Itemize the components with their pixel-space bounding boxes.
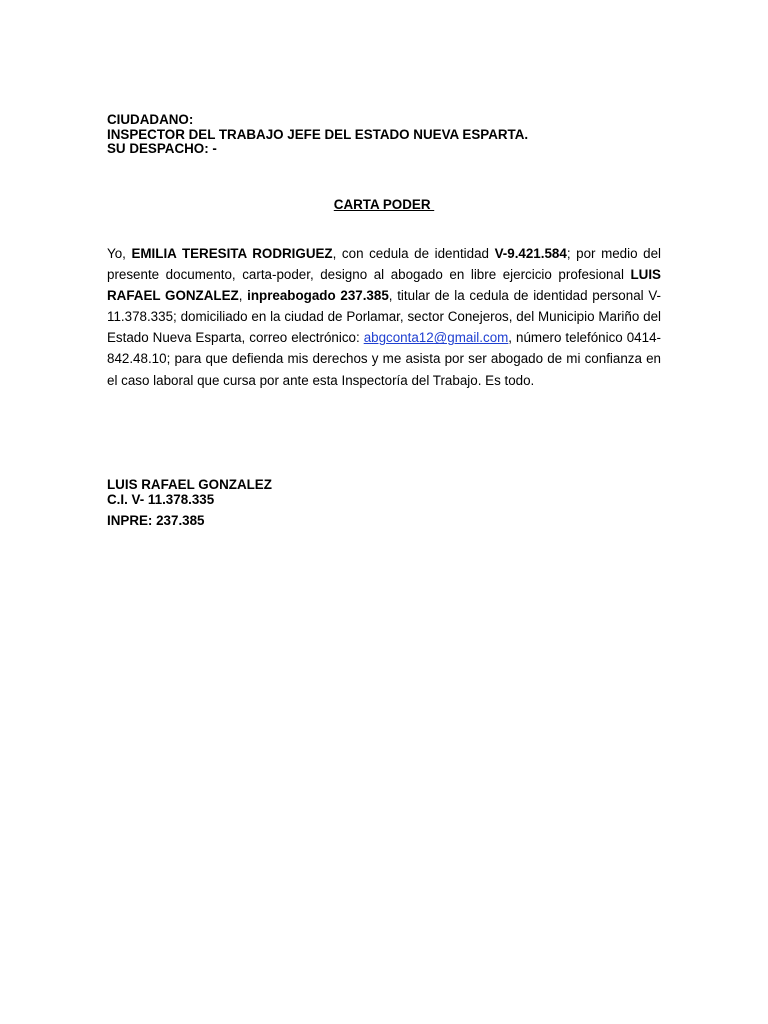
attorney-inpre-number: inpreabogado 237.385	[247, 288, 389, 304]
signature-block	[107, 477, 272, 528]
body-text-segment: , número telefónico 0414-842.48.10; para que defienda mis derechos y me asista por ser abogado de mi confianza en el caso laboral que cursa por ante esta Inspectoría del Trabajo. Es todo.	[107, 330, 661, 388]
signature-name: LUIS RAFAEL GONZALEZ	[107, 477, 272, 492]
body-text-segment: , titular de la cedula de identidad personal V-11.378.335; domiciliado en la ciudad de Porlamar, sector Conejeros, del Municipio Mariño del Estado Nueva Esparta, correo electrónico:	[107, 288, 661, 346]
body-text-segment: , con cedula de identidad	[332, 246, 495, 261]
addressee-line-inspector: INSPECTOR DEL TRABAJO JEFE DEL ESTADO NUEVA ESPARTA.	[107, 126, 529, 142]
grantor-id-number: V-9.421.584	[494, 246, 567, 261]
signature-ci: C.I. V- 11.378.335	[107, 492, 215, 507]
body-paragraph	[107, 243, 661, 391]
body-text-segment: Yo,	[107, 246, 132, 261]
grantor-name: EMILIA TERESITA RODRIGUEZ	[131, 246, 333, 261]
attorney-name: LUIS RAFAEL GONZALEZ	[107, 267, 661, 304]
body-text-segment: ,	[238, 288, 248, 304]
email-link[interactable]: abgconta12@gmail.com	[363, 330, 509, 346]
addressee-line-ciudadano: CIUDADANO:	[107, 112, 194, 127]
signature-inpre: INPRE: 237.385	[107, 513, 205, 528]
document-title	[0, 197, 768, 212]
body-text-segment: ; por medio del presente documento, carta-poder, designo al abogado en libre ejercicio profesional	[107, 246, 662, 283]
addressee-header	[107, 113, 667, 157]
addressee-line-despacho: SU DESPACHO: -	[107, 141, 217, 156]
document-title-text: CARTA PODER	[333, 197, 435, 212]
